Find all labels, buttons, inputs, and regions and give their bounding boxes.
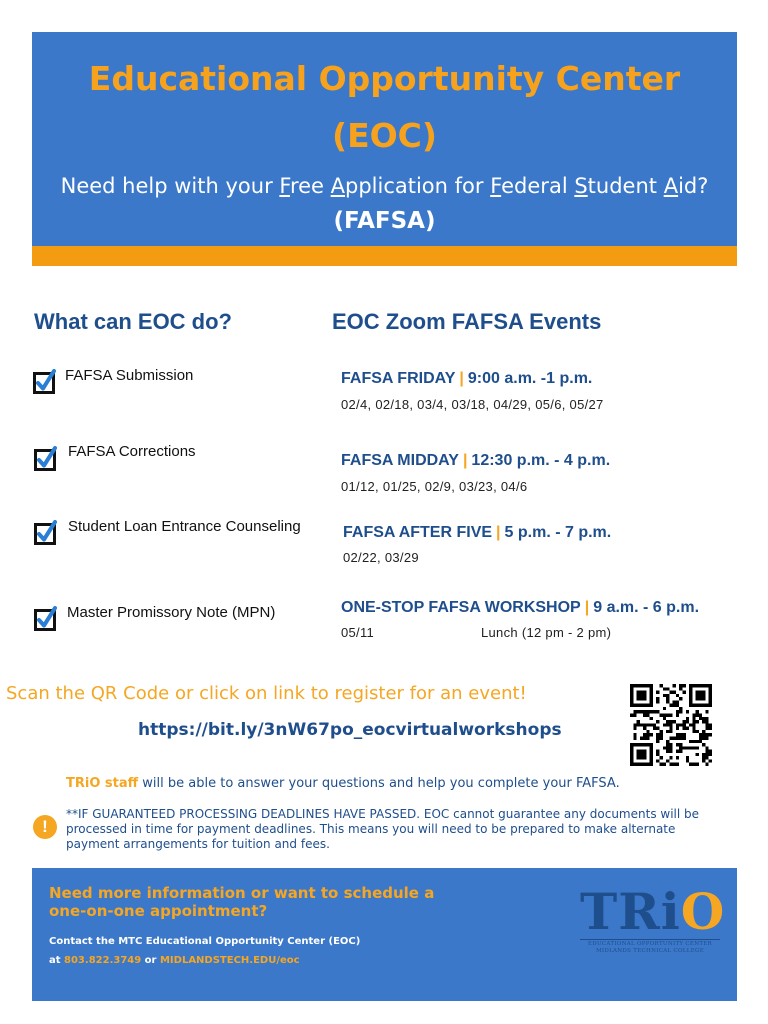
warning-icon: ! <box>33 815 57 839</box>
subtitle-initial: S <box>574 174 588 198</box>
qr-code-icon[interactable] <box>630 684 712 766</box>
contact-footer <box>32 868 737 1001</box>
website-link[interactable]: MIDLANDSTECH.EDU/eoc <box>159 955 300 966</box>
register-link[interactable]: https://bit.ly/3nW67po_eocvirtualworkshops <box>138 720 562 740</box>
trio-logo <box>580 882 726 955</box>
event-separator: | <box>584 599 590 616</box>
subtitle-text: Need help with your <box>60 174 280 198</box>
deadline-warning: **IF GUARANTEED PROCESSING DEADLINES HAVE PASSED. EOC cannot guarantee any documents will be processed in time for payment deadlines. This means you will need to be prepared to make alternate payment arrangements for tuition and fees. <box>66 807 700 851</box>
event-dates: 02/22, 03/29 <box>343 550 419 565</box>
trio-logo-wordmark: TRiO <box>580 882 726 941</box>
contact-at: at <box>49 955 65 966</box>
checkbox-checked-icon <box>34 606 58 632</box>
event-time: 9:00 a.m. -1 p.m. <box>467 370 593 387</box>
logo-line-eoc: EDUCATIONAL OPPORTUNITY CENTER <box>587 941 713 947</box>
contact-line: Contact the MTC Educational Opportunity Center (EOC) <box>49 936 361 947</box>
phone-link[interactable]: 803.822.3749 <box>64 955 142 966</box>
subtitle-text: id? <box>678 174 709 198</box>
subtitle-initial: A <box>330 174 345 198</box>
service-item: Master Promissory Note (MPN) <box>67 604 276 621</box>
service-item: FAFSA Corrections <box>68 443 196 460</box>
header-banner <box>32 32 737 266</box>
subtitle-text: tudent <box>587 174 664 198</box>
subtitle-initial: F <box>490 174 502 198</box>
fafsa-acronym: (FAFSA) <box>333 208 436 234</box>
event-dates: 01/12, 01/25, 02/9, 03/23, 04/6 <box>341 479 528 494</box>
event-note: Lunch (12 pm - 2 pm) <box>481 625 612 640</box>
subtitle-text: ree <box>289 174 331 198</box>
event-title <box>341 599 699 617</box>
event-time: 12:30 p.m. - 4 p.m. <box>471 452 611 469</box>
footer-heading: Need more information or want to schedule a one-on-one appointment? <box>49 884 435 920</box>
event-separator: | <box>462 452 468 469</box>
event-name: FAFSA AFTER FIVE <box>343 524 493 541</box>
subtitle-text: ederal <box>501 174 575 198</box>
checkbox-checked-icon <box>34 520 58 546</box>
trio-staff-text: will be able to answer your questions and help you complete your FAFSA. <box>138 776 620 791</box>
event-separator: | <box>496 524 501 541</box>
register-prompt: Scan the QR Code or click on link to register for an event! <box>6 683 527 704</box>
trio-staff-note <box>66 776 620 791</box>
checkbox-checked-icon <box>34 446 58 472</box>
event-name: FAFSA FRIDAY <box>341 370 456 387</box>
page-title-acronym: (EOC) <box>332 116 437 155</box>
event-time: 5 p.m. - 7 p.m. <box>504 524 612 541</box>
event-title <box>341 370 592 388</box>
events-heading: EOC Zoom FAFSA Events <box>332 309 602 334</box>
subtitle-initial: F <box>279 174 290 198</box>
subtitle-question <box>32 171 737 201</box>
event-title <box>343 524 611 542</box>
page-title: Educational Opportunity Center <box>88 59 681 98</box>
checkbox-checked-icon <box>33 369 57 395</box>
contact-or: or <box>141 955 160 966</box>
event-dates: 02/4, 02/18, 03/4, 03/18, 04/29, 05/6, 05/27 <box>341 397 604 412</box>
service-item: FAFSA Submission <box>65 367 194 384</box>
subtitle-initial: A <box>663 174 679 198</box>
subtitle-text: pplication for <box>345 174 491 198</box>
event-name: FAFSA MIDDAY <box>341 452 459 469</box>
event-separator: | <box>459 370 464 387</box>
service-item: Student Loan Entrance Counseling <box>68 518 301 535</box>
event-time: 9 a.m. - 6 p.m. <box>593 599 700 616</box>
logo-line-college: MIDLANDS TECHNICAL COLLEGE <box>595 948 705 954</box>
event-title <box>341 452 610 470</box>
contact-info <box>49 932 360 970</box>
header-stripe <box>32 246 737 266</box>
services-heading: What can EOC do? <box>34 309 232 334</box>
trio-staff-label: TRiO staff <box>66 776 139 791</box>
event-name: ONE-STOP FAFSA WORKSHOP <box>341 599 581 616</box>
event-dates: 05/11 <box>341 625 375 640</box>
